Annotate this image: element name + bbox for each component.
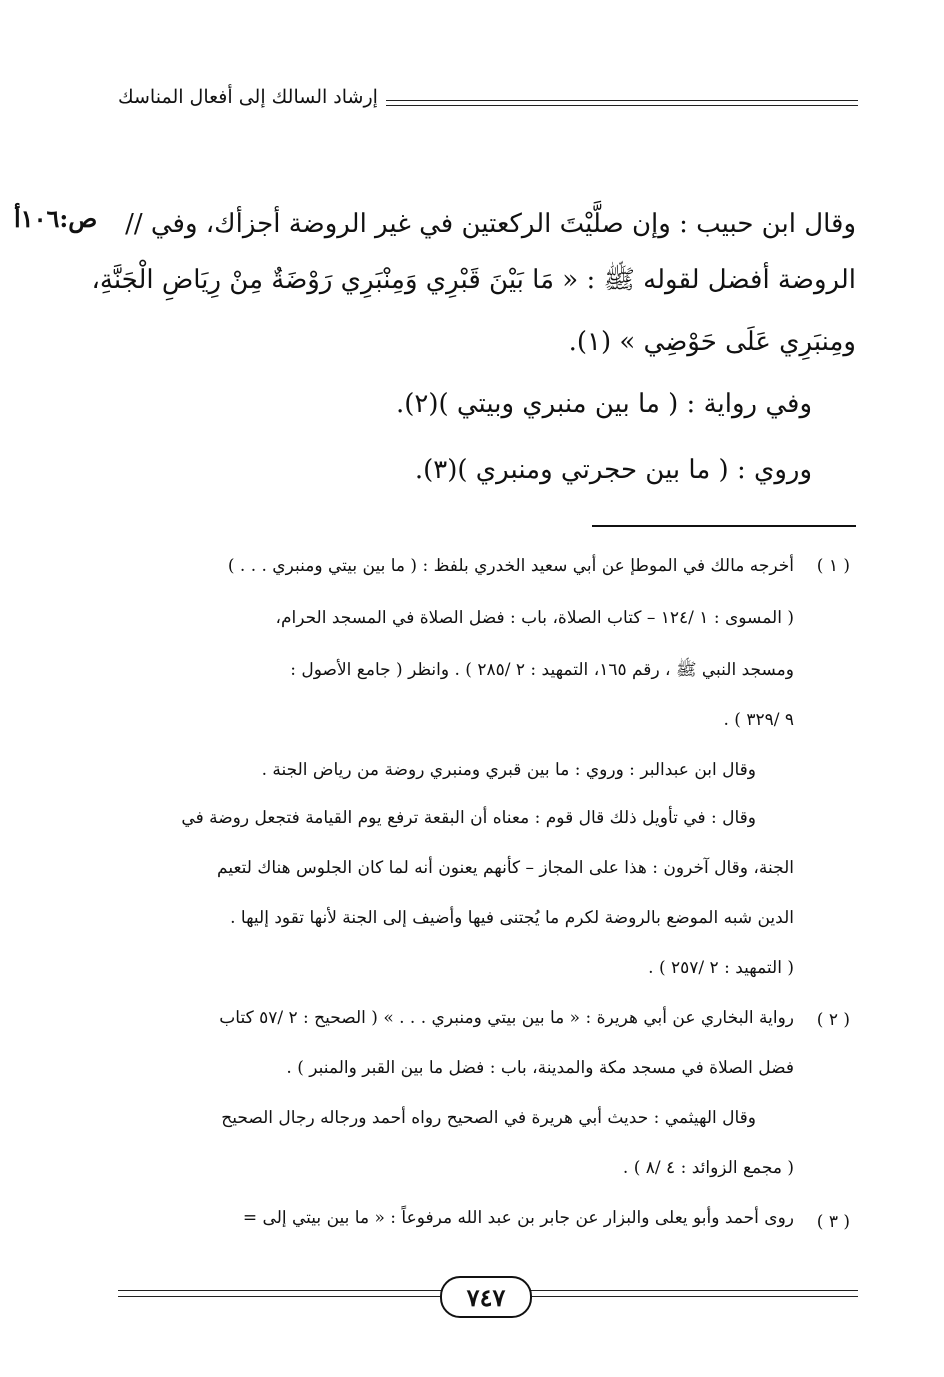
main-line: وروي : ( ما بين حجرتي ومنبري )(٣).	[414, 455, 812, 485]
main-line: وفي رواية : ( ما بين منبري وبيتي )(٢).	[395, 389, 812, 419]
header-rule	[386, 105, 858, 106]
footnote-line: ومسجد النبي ﷺ ، رقم ١٦٥، التمهيد : ٢ /٢٨٥ ) . وانظر ( جامع الأصول :	[290, 660, 794, 680]
running-header	[118, 86, 858, 116]
page-number: ٧٤٧	[440, 1276, 532, 1318]
footnote-number: ( ٢ )	[816, 1010, 850, 1030]
footnote-line: فضل الصلاة في مسجد مكة والمدينة، باب : فضل ما بين القبر والمنبر ) .	[286, 1058, 794, 1078]
footnote-number: ( ١ )	[816, 556, 850, 576]
footnote-number: ( ٣ )	[816, 1212, 850, 1232]
footnote-divider	[592, 525, 856, 527]
book-title: إرشاد السالك إلى أفعال المناسك	[118, 86, 378, 108]
footnote-line: ( المسوى : ١ /١٢٤ – كتاب الصلاة، باب : فضل الصلاة في المسجد الحرام،	[275, 608, 794, 628]
footnote-line: رواية البخاري عن أبي هريرة : « ما بين بيتي ومنبري . . . » ( الصحيح : ٢ /٥٧ كتاب	[219, 1008, 794, 1028]
footnote-line: ( التمهيد : ٢ /٢٥٧ ) .	[648, 958, 794, 978]
manuscript-page-reference: ص:١٠٦أ	[14, 204, 98, 233]
footnote-line: وقال ابن عبدالبر : وروي : ما بين قبري ومنبري روضة من رياض الجنة .	[261, 760, 756, 780]
header-rule	[386, 100, 858, 101]
footnote-line: أخرجه مالك في الموطإ عن أبي سعيد الخدري بلفظ : ( ما بين بيتي ومنبري . . . )	[227, 556, 794, 576]
main-line: ومِنبَرِي عَلَى حَوْضِي » (١).	[568, 327, 856, 357]
footnote-line: وقال : في تأويل ذلك قال قوم : معناه أن البقعة ترفع يوم القيامة فتجعل روضة في	[181, 808, 756, 828]
main-line: الروضة أفضل لقوله ﷺ : « مَا بَيْنَ قَبْرِي وَمِنْبَرِي رَوْضَةٌ مِنْ رِيَاضِ الْجَنَّةِ،	[91, 265, 856, 295]
footnote-line: الدين شبه الموضع بالروضة لكرم ما يُجتنى فيها وأضيف إلى الجنة لأنها تقود إليها .	[230, 908, 794, 928]
footnote-line: وقال الهيثمي : حديث أبي هريرة في الصحيح رواه أحمد ورجاله رجال الصحيح	[221, 1108, 756, 1128]
main-line: وقال ابن حبيب : وإن صلَّيْتَ الركعتين في غير الروضة أجزأك، وفي //	[125, 209, 856, 239]
footnote-line: الجنة، وقال آخرون : هذا على المجاز – كأنهم يعنون أنه لما كان الجلوس هناك لتعيم	[217, 858, 794, 878]
footnote-line: ٩ /٣٢٩ ) .	[723, 710, 794, 730]
footnote-line: روى أحمد وأبو يعلى والبزار عن جابر بن عبد الله مرفوعاً : « ما بين بيتي إلى =	[242, 1208, 794, 1228]
footnote-line: ( مجمع الزوائد : ٤ /٨ ) .	[622, 1158, 794, 1178]
